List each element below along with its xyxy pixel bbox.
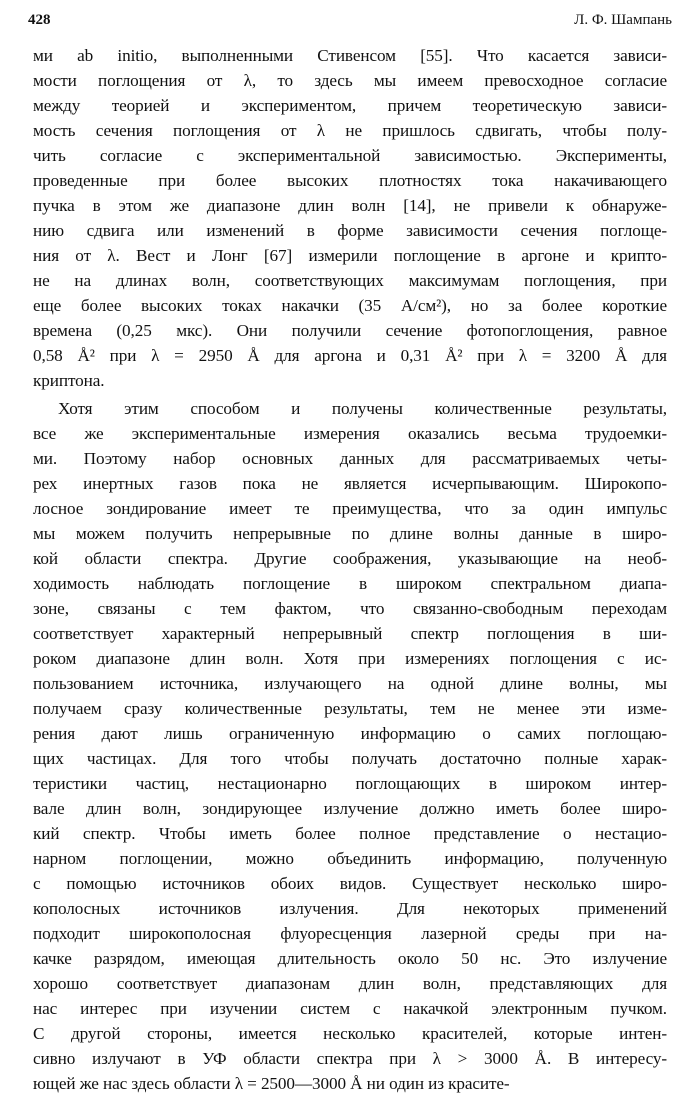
text-line: лосное зондирование имеет те преимущества, что за один импульс <box>33 499 667 518</box>
running-title: Л. Ф. Шампань <box>574 12 672 28</box>
text-line: с помощью источников обоих видов. Существует несколько широ- <box>33 874 667 893</box>
text-line: получаем сразу количественные результаты, тем не менее эти изме- <box>33 699 667 718</box>
text-line: все же экспериментальные измерения оказались весьма трудоемки- <box>33 424 667 443</box>
text-line: кой области спектра. Другие соображения, указывающие на необ- <box>33 549 667 568</box>
text-line: вале длин волн, зондирующее излучение должно иметь более широ- <box>33 799 667 818</box>
text-line: роком диапазоне длин волн. Хотя при измерениях поглощения с ис- <box>33 649 667 668</box>
body-text <box>33 43 667 1096</box>
text-line: времена (0,25 мкс). Они получили сечение фотопоглощения, равное <box>33 321 667 340</box>
text-line: ходимость наблюдать поглощение в широком спектральном диапа- <box>33 574 667 593</box>
text-line: ми. Поэтому набор основных данных для рассматриваемых четы- <box>33 449 667 468</box>
text-line: зоне, связаны с тем фактом, что связанно-свободным переходам <box>33 599 667 618</box>
text-line: проведенные при более высоких плотностях тока накачивающего <box>33 171 667 190</box>
paragraph <box>33 43 667 393</box>
text-line: кий спектр. Чтобы иметь более полное представление о нестацио- <box>33 824 667 843</box>
text-line: кополосных источников излучения. Для некоторых применений <box>33 899 667 918</box>
text-line: ния от λ. Вест и Лонг [67] измерили поглощение в аргоне и крипто- <box>33 246 667 265</box>
text-line: мы можем получить непрерывные по длине волны данные в широ- <box>33 524 667 543</box>
text-line: криптона. <box>33 371 105 390</box>
text-line: теристики частиц, нестационарно поглощающих в широком интер- <box>33 774 667 793</box>
text-line: не на длинах волн, соответствующих максимумам поглощения, при <box>33 271 667 290</box>
running-head <box>28 8 672 32</box>
text-line: нас интерес при изучении систем с накачкой электронным пучком. <box>33 999 667 1018</box>
text-line: нарном поглощении, можно объединить информацию, полученную <box>33 849 667 868</box>
text-line: щих частицах. Для того чтобы получать достаточно полные харак- <box>33 749 667 768</box>
page-number: 428 <box>28 12 51 28</box>
text-line: пучка в этом же диапазоне длин волн [14], не привели к обнаруже- <box>33 196 667 215</box>
text-line: хорошо соответствует диапазонам длин волн, представляющих для <box>33 974 667 993</box>
paragraph <box>33 396 667 1096</box>
text-line: между теорией и экспериментом, причем теоретическую зависи- <box>33 96 667 115</box>
text-line: нию сдвига или изменений в форме зависимости сечения поглоще- <box>33 221 667 240</box>
text-line: соответствует характерный непрерывный спектр поглощения в ши- <box>33 624 667 643</box>
text-line: мости поглощения от λ, то здесь мы имеем превосходное согласие <box>33 71 667 90</box>
text-line: рения дают лишь ограниченную информацию о самих поглощаю- <box>33 724 667 743</box>
text-line: чить согласие с экспериментальной зависимостью. Эксперименты, <box>33 146 667 165</box>
text-line: ющей же нас здесь области λ = 2500—3000 Å ни один из красите- <box>33 1074 510 1093</box>
text-line: еще более высоких токах накачки (35 А/см²), но за более короткие <box>33 296 667 315</box>
text-line: рех инертных газов пока не является исчерпывающим. Широкопо- <box>33 474 667 493</box>
text-line: ми ab initio, выполненными Стивенсом [55]. Что касается зависи- <box>33 46 667 65</box>
text-line: пользованием источника, излучающего на одной длине волны, мы <box>33 674 667 693</box>
text-line: сивно излучают в УФ области спектра при λ > 3000 Å. В интересу- <box>33 1049 667 1068</box>
text-line: подходит широкополосная флуоресценция лазерной среды при на- <box>33 924 667 943</box>
text-line: С другой стороны, имеется несколько красителей, которые интен- <box>33 1024 667 1043</box>
text-line: Хотя этим способом и получены количественные результаты, <box>58 399 667 418</box>
text-line: 0,58 Å² при λ = 2950 Å для аргона и 0,31 Å² при λ = 3200 Å для <box>33 346 667 365</box>
text-line: качке разрядом, имеющая длительность около 50 нс. Это излучение <box>33 949 667 968</box>
text-line: мость сечения поглощения от λ не пришлось сдвигать, чтобы полу- <box>33 121 667 140</box>
